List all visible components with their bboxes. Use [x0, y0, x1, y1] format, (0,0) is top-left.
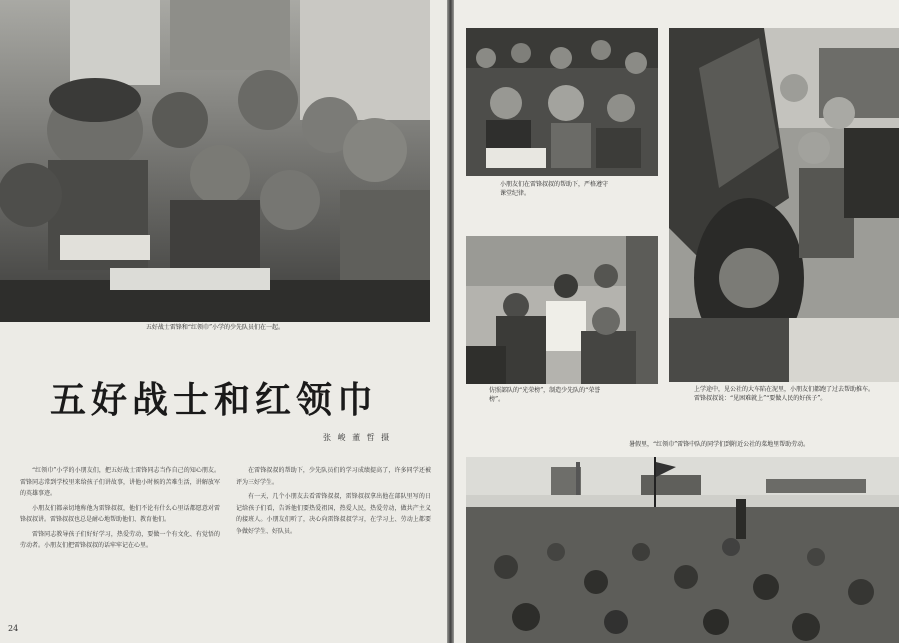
byline: 张 峻 董 哲 摄 — [323, 433, 392, 442]
spine-gutter — [447, 0, 454, 643]
photo-pushing-cart — [669, 28, 899, 382]
caption-honor-board: 仿照部队的“光荣榜”，制造少先队的“荣誉榜”。 — [489, 387, 601, 403]
article-body-left-column — [20, 465, 220, 555]
article-paragraph: 在雷锋叔叔的帮助下，少先队员们的学习成绩提高了，许多同学还被评为三好学生。 — [236, 467, 431, 486]
article-paragraph: 雷锋同志教导孩子们好好学习，热爱劳动，要做一个有文化、有觉悟的劳动者。小朋友们把雷锋叔叔的话牢牢记在心里。 — [20, 530, 220, 549]
photo-classroom — [466, 28, 658, 176]
right-page — [454, 0, 899, 643]
photo-honor-board — [466, 236, 658, 384]
article-paragraph: “红领巾”小学的小朋友们，把五好战士雷锋同志当作自己的知心朋友。雷锋同志常到学校里来给孩子们讲故事，讲他小时候的苦难生活，讲解放军的英雄事迹。 — [20, 467, 220, 497]
article-paragraph: 有一天，几个小朋友去看雷锋叔叔，雷锋叔叔拿出他在部队里写的日记给孩子们看，告诉他们要热爱祖国，热爱人民，热爱劳动，做共产主义的接班人。小朋友们听了，决心向雷锋叔叔学习，在学习上、劳动上都要争做好学生、好队员。 — [236, 493, 431, 535]
main-photo-caption: 五好战士雷锋和“红领巾”小学的少先队员们在一起。 — [145, 324, 285, 331]
article-paragraph: 小朋友们都亲切地称他为雷锋叔叔，他们不论有什么心里话都愿意对雷锋叔叔讲。雷锋叔叔也总是耐心地帮助他们、教育他们。 — [20, 504, 220, 523]
article-title: 五好战士和红领巾 — [50, 379, 379, 421]
photo-field-work — [466, 457, 899, 643]
left-page — [0, 0, 447, 643]
article-body-right-column — [236, 465, 431, 540]
main-photo-soldier-with-children — [0, 0, 430, 322]
page-number: 24 — [8, 624, 19, 633]
caption-pushing-cart: 上学途中，见公社的大车陷在泥里，小朋友们都跑了过去帮助推车。雷锋叔叔说：“见困难就上”“要做人民的好孩子”。 — [694, 386, 875, 402]
caption-field-work: 暑假里，“红领巾”雷锋中队的同学们到附近公社的菜地里帮助劳动。 — [629, 441, 810, 448]
caption-classroom: 小朋友们在雷锋叔叔的帮助下，严格遵守课堂纪律。 — [500, 181, 609, 197]
